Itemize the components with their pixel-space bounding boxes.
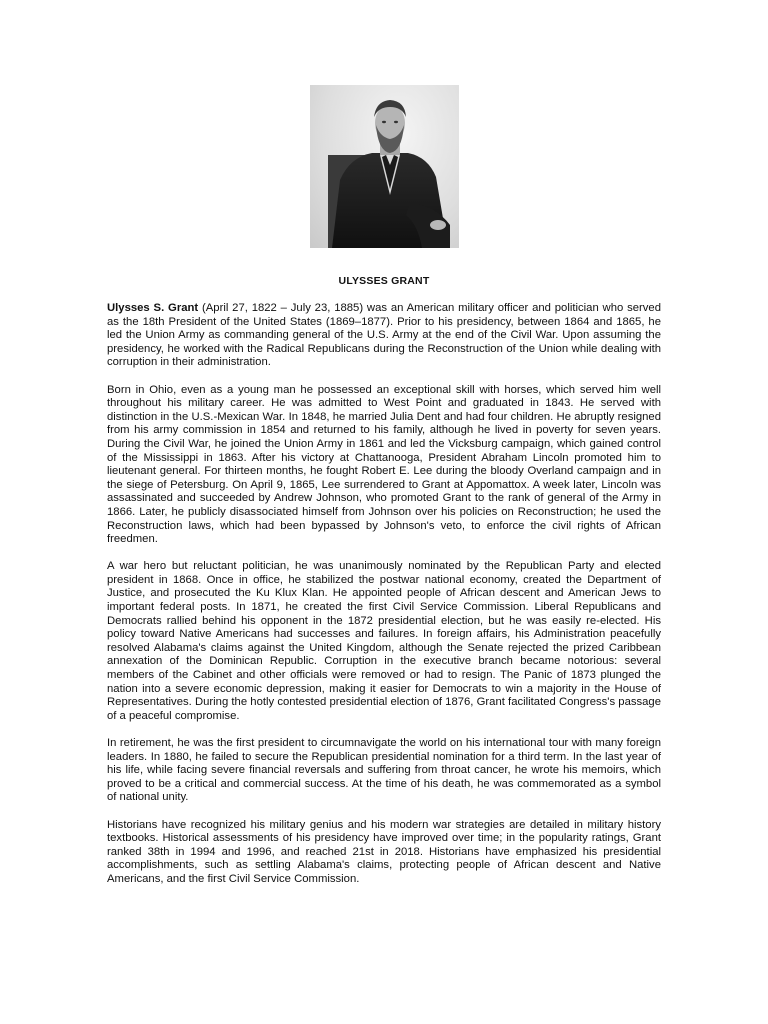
intro-paragraph <box>107 302 661 370</box>
body-paragraph: Born in Ohio, even as a young man he possessed an exceptional skill with horses, which served him well throughout his military career. He was admitted to West Point and graduated in 1843. He served with distinction in the U.S.-Mexican War. In 1848, he married Julia Dent and had four children. He abruptly resigned from his army commission in 1854 and returned to his family, although he lived in poverty for seven years. During the Civil War, he joined the Union Army in 1861 and led the Vicksburg campaign, which gained control of the Mississippi in 1863. After his victory at Chattanooga, President Abraham Lincoln promoted him to lieutenant general. For thirteen months, he fought Robert E. Lee during the bloody Overland campaign and in the siege of Petersburg. On April 9, 1865, Lee surrendered to Grant at Appomattox. A week later, Lincoln was assassinated and succeeded by Andrew Johnson, who promoted Grant to the rank of general of the Army in 1866. Later, he publicly disassociated himself from Johnson over his policies on Reconstruction; he used the Reconstruction laws, which had been bypassed by Johnson's veto, to enforce the civil rights of African freedmen. <box>107 383 661 546</box>
document-title: ULYSSES GRANT <box>338 275 430 287</box>
subject-name: Ulysses S. Grant <box>107 302 199 314</box>
portrait-illustration <box>310 85 459 248</box>
body-paragraph: A war hero but reluctant politician, he was unanimously nominated by the Republican Party and elected president in 1868. Once in office, he stabilized the postwar national economy, created the Department of Justice, and prosecuted the Ku Klux Klan. He appointed people of African descent and American Jews to important federal posts. In 1871, he created the first Civil Service Commission. Liberal Republicans and Democrats rallied behind his opponent in the 1872 presidential election, but he was easily re-elected. His policy toward Native Americans had successes and failures. In foreign affairs, his Administration peacefully resolved Alabama's claims against the United Kingdom, although the Senate rejected the prized Caribbean annexation of the Dominican Republic. Corruption in the executive branch became notorious: several members of the Cabinet and other officials were removed or had to resign. The Panic of 1873 plunged the nation into a severe economic depression, making it easier for Democrats to win a majority in the House of Representatives. During the hotly contested presidential election of 1876, Grant facilitated Congress's passage of a peaceful compromise. <box>107 560 661 722</box>
body-paragraph: In retirement, he was the first president to circumnavigate the world on his international tour with many foreign leaders. In 1880, he failed to secure the Republican presidential nomination for a third term. In the last year of his life, while facing severe financial reversals and suffering from throat cancer, he wrote his memoirs, which proved to be a critical and commercial success. At the time of his death, he was commemorated as a symbol of national unity. <box>107 737 661 804</box>
portrait-photo <box>310 85 459 248</box>
intro-text: (April 27, 1822 – July 23, 1885) was an American military officer and politician who served as the 18th President of the United States (1869–1877). Prior to his presidency, between 1864 and 1865, he led the Union Army as commanding general of the U.S. Army at the end of the Civil War. Upon assuming the presidency, he worked with the Radical Republicans during the Reconstruction of the Union while dealing with corruption in their administration. <box>107 302 661 369</box>
body-paragraph: Historians have recognized his military genius and his modern war strategies are detailed in military history textbooks. Historical assessments of his presidency have improved over time; in the popularity ratings, Grant ranked 38th in 1994 and 1996, and reached 21st in 2018. Historians have emphasized his presidential accomplishments, such as settling Alabama's claims, protecting people of African descent and Native Americans, and the first Civil Service Commission. <box>107 818 661 885</box>
document-body <box>107 302 661 900</box>
